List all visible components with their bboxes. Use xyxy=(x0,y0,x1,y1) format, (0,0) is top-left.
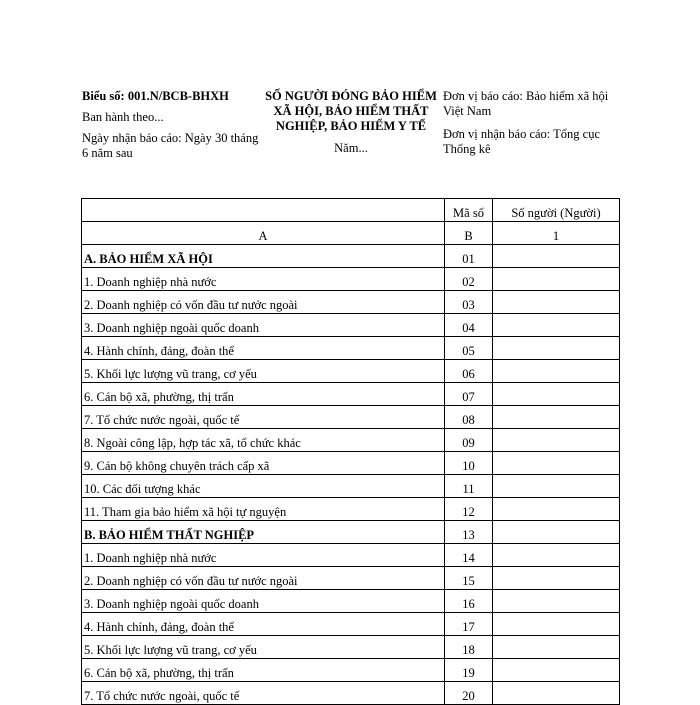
receive-date: Ngày nhận báo cáo: Ngày 30 tháng 6 năm sau xyxy=(82,131,259,160)
row-code: 07 xyxy=(445,383,493,406)
table-row xyxy=(82,406,620,429)
row-value-cell[interactable] xyxy=(493,360,620,383)
table-row xyxy=(82,337,620,360)
row-value-cell[interactable] xyxy=(493,682,620,705)
row-label: 10. Các đối tượng khác xyxy=(82,475,445,498)
row-value-cell[interactable] xyxy=(493,521,620,544)
row-value-cell[interactable] xyxy=(493,590,620,613)
row-code: 16 xyxy=(445,590,493,613)
table-row xyxy=(82,475,620,498)
row-value-cell[interactable] xyxy=(493,636,620,659)
table-header-row xyxy=(82,199,620,222)
row-code: 18 xyxy=(445,636,493,659)
row-value-cell[interactable] xyxy=(493,268,620,291)
row-code: 04 xyxy=(445,314,493,337)
form-code: Biểu số: 001.N/BCB-BHXH xyxy=(82,89,229,103)
row-value-cell[interactable] xyxy=(493,406,620,429)
row-code: 10 xyxy=(445,452,493,475)
section-row xyxy=(82,521,620,544)
row-code: 14 xyxy=(445,544,493,567)
table-row xyxy=(82,383,620,406)
row-label: B. BẢO HIỂM THẤT NGHIỆP xyxy=(82,521,445,544)
row-label: 3. Doanh nghiệp ngoài quốc doanh xyxy=(82,590,445,613)
row-label: 2. Doanh nghiệp có vốn đầu tư nước ngoài xyxy=(82,567,445,590)
table-row xyxy=(82,636,620,659)
row-label: 1. Doanh nghiệp nhà nước xyxy=(82,544,445,567)
header-right-block xyxy=(443,89,628,165)
row-value-cell[interactable] xyxy=(493,544,620,567)
row-value-cell[interactable] xyxy=(493,452,620,475)
row-code: 05 xyxy=(445,337,493,360)
row-code: 03 xyxy=(445,291,493,314)
row-code: 15 xyxy=(445,567,493,590)
table-row xyxy=(82,429,620,452)
section-row xyxy=(82,245,620,268)
table-row xyxy=(82,314,620,337)
header-left-block xyxy=(82,89,262,167)
row-value-cell[interactable] xyxy=(493,429,620,452)
table-row xyxy=(82,590,620,613)
row-label: 4. Hành chính, đảng, đoàn thể xyxy=(82,337,445,360)
table-row xyxy=(82,268,620,291)
row-code: 17 xyxy=(445,613,493,636)
header-center-block xyxy=(262,89,440,156)
table-row xyxy=(82,544,620,567)
row-label: 11. Tham gia bảo hiểm xã hội tự nguyện xyxy=(82,498,445,521)
table-row xyxy=(82,682,620,705)
table-row xyxy=(82,291,620,314)
row-code: 11 xyxy=(445,475,493,498)
table-row xyxy=(82,567,620,590)
row-code: 13 xyxy=(445,521,493,544)
row-label: 7. Tổ chức nước ngoài, quốc tế xyxy=(82,406,445,429)
table-row xyxy=(82,613,620,636)
row-label: 5. Khối lực lượng vũ trang, cơ yếu xyxy=(82,636,445,659)
row-label: A. BẢO HIỂM XÃ HỘI xyxy=(82,245,445,268)
row-code: 20 xyxy=(445,682,493,705)
header-cell-count: Số người (Người) xyxy=(493,199,620,222)
report-year: Năm... xyxy=(334,141,368,155)
row-label: 5. Khối lực lượng vũ trang, cơ yếu xyxy=(82,360,445,383)
row-value-cell[interactable] xyxy=(493,613,620,636)
row-label: 1. Doanh nghiệp nhà nước xyxy=(82,268,445,291)
row-code: 19 xyxy=(445,659,493,682)
row-value-cell[interactable] xyxy=(493,498,620,521)
row-value-cell[interactable] xyxy=(493,567,620,590)
row-value-cell[interactable] xyxy=(493,245,620,268)
row-label: 7. Tổ chức nước ngoài, quốc tế xyxy=(82,682,445,705)
row-value-cell[interactable] xyxy=(493,659,620,682)
row-code: 02 xyxy=(445,268,493,291)
receiving-unit: Đơn vị nhận báo cáo: Tổng cục Thống kê xyxy=(443,127,601,156)
row-label: 9. Cán bộ không chuyên trách cấp xã xyxy=(82,452,445,475)
row-value-cell[interactable] xyxy=(493,383,620,406)
row-label: 4. Hành chính, đảng, đoàn thể xyxy=(82,613,445,636)
row-value-cell[interactable] xyxy=(493,314,620,337)
table-body xyxy=(82,245,620,705)
table-row xyxy=(82,360,620,383)
row-label: 6. Cán bộ xã, phường, thị trấn xyxy=(82,383,445,406)
row-code: 06 xyxy=(445,360,493,383)
row-value-cell[interactable] xyxy=(493,337,620,360)
report-title: SỐ NGƯỜI ĐÓNG BẢO HIỂM XÃ HỘI, BẢO HIỂM THẤT NGHIỆP, BẢO HIỂM Y TẾ xyxy=(265,89,437,133)
reporting-unit: Đơn vị báo cáo: Bảo hiểm xã hội Việt Nam xyxy=(443,89,609,118)
subheader-cell-1: 1 xyxy=(493,222,620,245)
row-label: 2. Doanh nghiệp có vốn đầu tư nước ngoài xyxy=(82,291,445,314)
header-cell-code: Mã số xyxy=(445,199,493,222)
row-value-cell[interactable] xyxy=(493,475,620,498)
table-row xyxy=(82,659,620,682)
row-label: 8. Ngoài công lập, hợp tác xã, tổ chức khác xyxy=(82,429,445,452)
row-code: 01 xyxy=(445,245,493,268)
table-row xyxy=(82,498,620,521)
row-code: 09 xyxy=(445,429,493,452)
subheader-cell-a: A xyxy=(82,222,445,245)
row-value-cell[interactable] xyxy=(493,291,620,314)
row-label: 6. Cán bộ xã, phường, thị trấn xyxy=(82,659,445,682)
issued-by: Ban hành theo... xyxy=(82,110,164,124)
subheader-cell-b: B xyxy=(445,222,493,245)
row-label: 3. Doanh nghiệp ngoài quốc doanh xyxy=(82,314,445,337)
header-cell-label xyxy=(82,199,445,222)
table-subheader-row xyxy=(82,222,620,245)
row-code: 08 xyxy=(445,406,493,429)
table-row xyxy=(82,452,620,475)
report-table xyxy=(81,198,620,705)
row-code: 12 xyxy=(445,498,493,521)
